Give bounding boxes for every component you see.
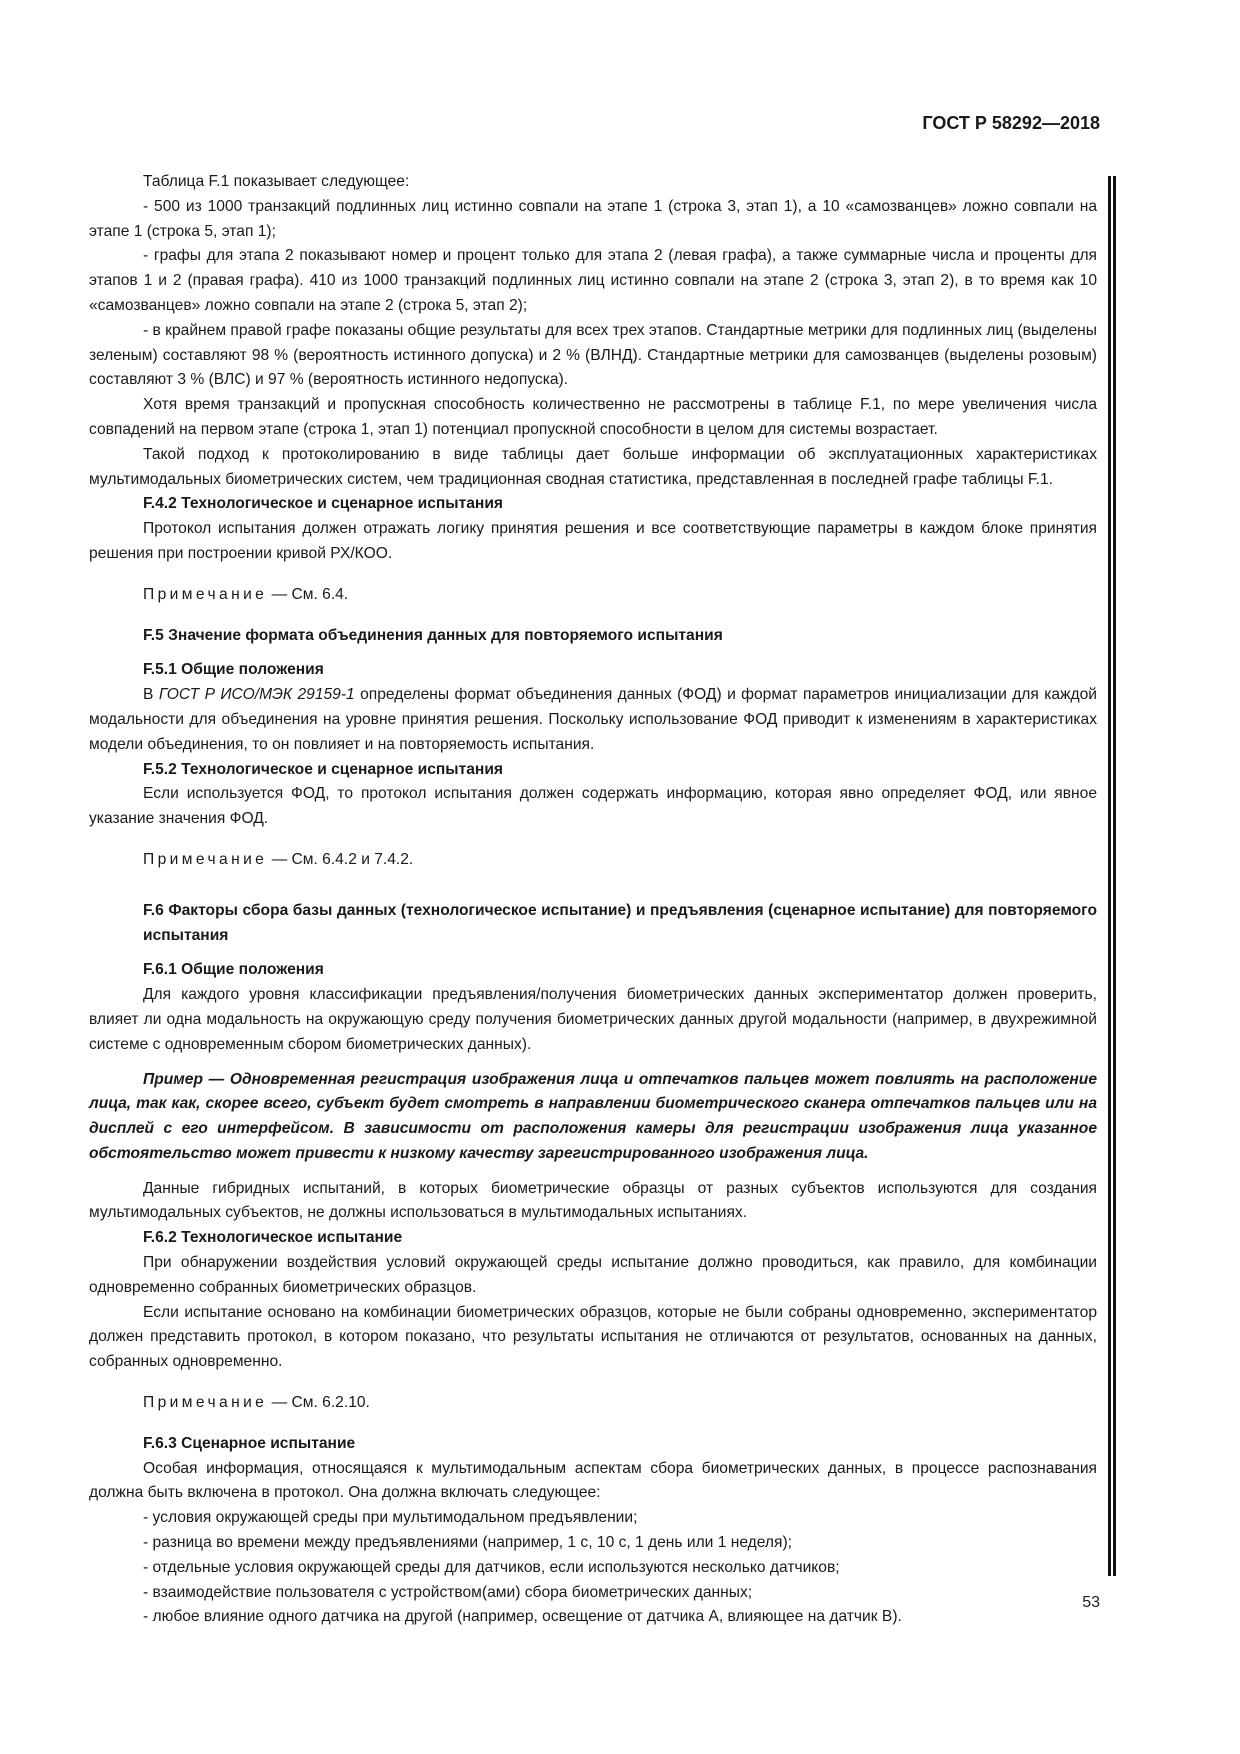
note bbox=[89, 1391, 1097, 1416]
section-heading-f62: F.6.2 Технологическое испытание bbox=[143, 1229, 403, 1247]
paragraph: Особая информация, относящаяся к мультимодальным аспектам сбора биометрических данных, в процессе распознавания должна быть включена в протокол. Она должна включать следующее: bbox=[89, 1459, 1097, 1502]
text-run: определены формат объединения данных (ФОД) и формат параметров инициализации для каждой модальности для объединения на уровне принятия решения. Поскольку использование ФОД приводит к изменениям в характеристиках модели объединения, то он повлияет и на повторяемость испытания. bbox=[89, 686, 1097, 753]
note-text: — См. 6.4. bbox=[271, 585, 349, 603]
paragraph: Данные гибридных испытаний, в которых биометрические образцы от разных субъектов используются для создания мультимодальных субъектов, не должны использоваться в мультимодальных испытаниях. bbox=[89, 1179, 1097, 1222]
list-item: - 500 из 1000 транзакций подлинных лиц истинно совпали на этапе 1 (строка 3, этап 1), а 10 «самозванцев» ложно совпали на этапе 1 (строка 5, этап 1); bbox=[89, 197, 1097, 240]
note bbox=[89, 848, 1097, 873]
example-block: Пример — Одновременная регистрация изображения лица и отпечатков пальцев может повлиять на расположение лица, так как, скорее всего, субъект будет смотреть в направлении биометрического сканера отпечатков пальцев или на дисплей с его интерфейсом. В зависимости от расположения камеры для регистрации изображения лица указанное обстоятельство может привести к низкому качеству зарегистрированного изображения лица. bbox=[89, 1070, 1097, 1162]
note-label: Примечание bbox=[143, 1394, 268, 1412]
note-label: Примечание bbox=[143, 585, 268, 603]
note-text: — См. 6.2.10. bbox=[271, 1394, 370, 1412]
section-heading-f61: F.6.1 Общие положения bbox=[143, 961, 324, 979]
list-item: - в крайнем правой графе показаны общие результаты для всех трех этапов. Стандартные метрики для подлинных лиц (выделены зеленым) составляют 98 % (вероятность истинного допуска) и 2 % (ВЛНД). Стандартные метрики для самозванцев (выделены розовым) составляют 3 % (ВЛС) и 97 % (вероятность истинного недопуска). bbox=[89, 321, 1097, 389]
paragraph: При обнаружении воздействия условий окружающей среды испытание должно проводиться, как правило, для комбинации одновременно собранных биометрических образцов. bbox=[89, 1254, 1097, 1296]
paragraph: Такой подход к протоколированию в виде таблицы дает больше информации об эксплуатационных характеристиках мультимодальных биометрических систем, чем традиционная сводная статистика, представленная в последней графе таблицы F.1. bbox=[89, 445, 1097, 488]
list-item: - условия окружающей среды при мультимодальном предъявлении; bbox=[143, 1509, 638, 1527]
list-item: - разница во времени между предъявлениями (например, 1 с, 10 с, 1 день или 1 неделя); bbox=[143, 1534, 792, 1552]
section-heading-f52: F.5.2 Технологическое и сценарное испытания bbox=[143, 760, 504, 778]
section-heading-f63: F.6.3 Сценарное испытание bbox=[143, 1434, 356, 1452]
section-heading-f5: F.5 Значение формата объединения данных для повторяемого испытания bbox=[143, 626, 723, 644]
document-id-header: ГОСТ Р 58292—2018 bbox=[922, 113, 1100, 133]
paragraph: Для каждого уровня классификации предъявления/получения биометрических данных экспериментатор должен проверить, влияет ли одна модальность на окружающую среду получения биометрических данных другой модальности (например, в двухрежимной системе с одновременным сбором биометрических данных). bbox=[89, 986, 1097, 1053]
paragraph: Хотя время транзакций и пропускная способность количественно не рассмотрены в таблице F.1, по мере увеличения числа совпадений на первом этапе (строка 1, этап 1) потенциал пропускной способности в целом для системы возрастает. bbox=[89, 396, 1097, 438]
list-item: - взаимодействие пользователя с устройством(ами) сбора биометрических данных; bbox=[143, 1583, 753, 1601]
section-heading-f6: F.6 Факторы сбора базы данных (технологическое испытание) и предъявления (сценарное испытание) для повторяемого испытания bbox=[143, 901, 1097, 944]
paragraph: Протокол испытания должен отражать логику принятия решения и все соответствующие параметры в каждом блоке принятия решения при построении кривой РХ/КОО. bbox=[89, 520, 1097, 562]
paragraph: Если испытание основано на комбинации биометрических образцов, которые не были собраны одновременно, экспериментатор должен представить протокол, в котором показано, что результаты испытания не отличаются от результатов, основанных на данных, собранных одновременно. bbox=[89, 1303, 1097, 1371]
list-item: - любое влияние одного датчика на другой (например, освещение от датчика А, влияющее на датчик В). bbox=[143, 1608, 902, 1626]
page-body bbox=[89, 170, 1097, 1630]
note bbox=[89, 583, 1097, 608]
list-item: - графы для этапа 2 показывают номер и процент только для этапа 2 (левая графа), а также суммарные числа и проценты для этапов 1 и 2 (правая графа). 410 из 1000 транзакций подлинных лиц истинно совпали на этапе 2 (строка 3, этап 2), в то время как 10 «самозванцев» ложно совпали на этапе 2 (строка 5, этап 2); bbox=[89, 247, 1097, 314]
standard-reference: ГОСТ Р ИСО/МЭК 29159-1 bbox=[158, 686, 355, 704]
section-heading-f51: F.5.1 Общие положения bbox=[143, 661, 324, 679]
revision-change-bar bbox=[1108, 176, 1116, 1576]
note-label: Примечание bbox=[143, 850, 268, 868]
list-item: - отдельные условия окружающей среды для датчиков, если используются несколько датчиков; bbox=[143, 1558, 840, 1576]
page-number: 53 bbox=[1082, 1594, 1100, 1611]
paragraph bbox=[89, 683, 1097, 757]
note-text: — См. 6.4.2 и 7.4.2. bbox=[271, 850, 414, 868]
paragraph: Если используется ФОД, то протокол испытания должен содержать информацию, которая явно определяет ФОД, или явное указание значения ФОД. bbox=[89, 785, 1097, 828]
text-run: В bbox=[143, 686, 159, 704]
paragraph: Таблица F.1 показывает следующее: bbox=[143, 173, 410, 190]
section-heading-f42: F.4.2 Технологическое и сценарное испытания bbox=[143, 495, 504, 513]
